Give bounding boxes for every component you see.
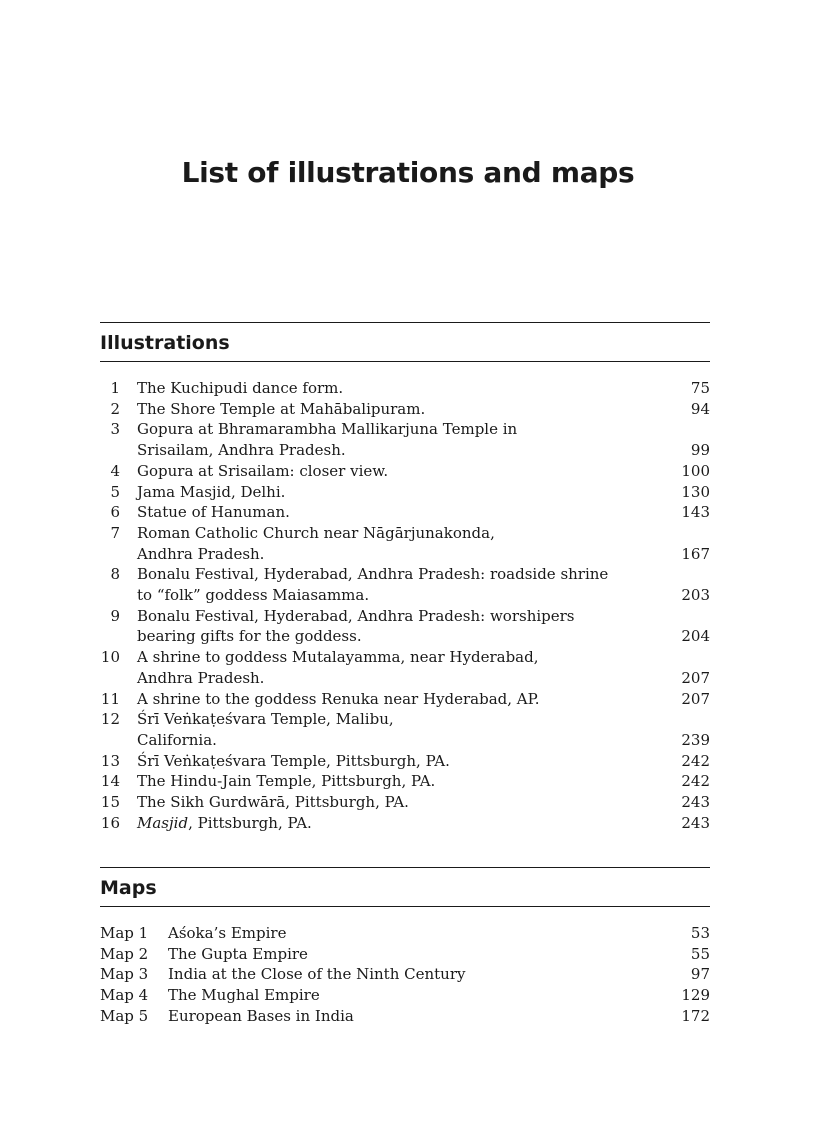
map-page: 129 bbox=[681, 986, 710, 1005]
illustration-page: 75 bbox=[690, 379, 710, 397]
map-item-5 bbox=[100, 1006, 710, 1027]
illustration-caption: The Shore Temple at Mahābalipuram. bbox=[137, 399, 426, 418]
illustration-item-13 bbox=[100, 751, 710, 772]
italic-term: Masjid bbox=[137, 813, 189, 832]
illustration-item-8 bbox=[100, 564, 710, 605]
map-title: The Gupta Empire bbox=[168, 944, 308, 963]
illustration-number: 3 bbox=[110, 420, 120, 439]
illustration-caption: The Sikh Gurdwārā, Pittsburgh, PA. bbox=[137, 793, 409, 812]
illustration-page: 130 bbox=[681, 482, 710, 501]
illustration-caption: Bonalu Festival, Hyderabad, Andhra Pradesh: worshipers bearing gifts for the goddess. bbox=[137, 606, 575, 646]
map-number: Map 5 bbox=[100, 1006, 149, 1025]
illustration-number: 5 bbox=[110, 482, 120, 501]
illustration-number: 16 bbox=[100, 813, 120, 832]
illustration-page: 243 bbox=[681, 793, 710, 812]
map-number: Map 4 bbox=[100, 986, 149, 1005]
map-title: European Bases in India bbox=[168, 1006, 354, 1025]
map-page: 97 bbox=[690, 965, 710, 984]
map-title: Aśoka’s Empire bbox=[168, 924, 287, 942]
illustrations-heading: Illustrations bbox=[100, 323, 710, 362]
map-item-4 bbox=[100, 985, 710, 1006]
illustration-number: 9 bbox=[110, 606, 120, 625]
illustration-caption: Gopura at Srisailam: closer view. bbox=[137, 461, 389, 480]
map-page: 172 bbox=[681, 1006, 710, 1025]
maps-section bbox=[100, 867, 710, 1027]
illustration-page: 207 bbox=[681, 689, 710, 708]
illustration-caption: Gopura at Bhramarambha Mallikarjuna Temple in Srisailam, Andhra Pradesh. bbox=[137, 420, 518, 460]
illustration-caption: Masjid, Pittsburgh, PA. bbox=[137, 813, 312, 832]
map-item-1 bbox=[100, 923, 710, 944]
illustration-item-12 bbox=[100, 709, 710, 750]
illustration-number: 12 bbox=[100, 710, 120, 729]
illustration-caption: Śrī Veṅkaṭeśvara Temple, Malibu, California. bbox=[137, 710, 394, 749]
illustration-caption: Bonalu Festival, Hyderabad, Andhra Pradesh: roadside shrine to “folk” goddess Maiasamma. bbox=[137, 565, 609, 605]
maps-list bbox=[100, 923, 710, 1027]
illustration-number: 10 bbox=[100, 648, 120, 667]
illustration-caption: Śrī Veṅkaṭeśvara Temple, Pittsburgh, PA. bbox=[137, 751, 450, 770]
illustration-item-2 bbox=[100, 399, 710, 420]
map-number: Map 2 bbox=[100, 944, 149, 963]
illustration-caption: Statue of Hanuman. bbox=[137, 503, 290, 522]
map-title: The Mughal Empire bbox=[168, 986, 320, 1005]
illustration-number: 8 bbox=[110, 565, 120, 584]
page-title: List of illustrations and maps bbox=[181, 156, 635, 189]
illustration-item-9 bbox=[100, 606, 710, 647]
map-number: Map 1 bbox=[100, 924, 149, 942]
map-page: 53 bbox=[690, 924, 710, 942]
illustration-page: 203 bbox=[681, 586, 710, 605]
illustration-caption: The Hindu-Jain Temple, Pittsburgh, PA. bbox=[137, 772, 436, 791]
illustration-page: 143 bbox=[681, 503, 710, 522]
illustration-caption: A shrine to the goddess Renuka near Hyderabad, AP. bbox=[137, 689, 540, 708]
map-title: India at the Close of the Ninth Century bbox=[168, 965, 466, 984]
illustration-caption: The Kuchipudi dance form. bbox=[137, 379, 344, 397]
illustration-item-7 bbox=[100, 523, 710, 564]
illustration-item-1 bbox=[100, 378, 710, 399]
map-item-2 bbox=[100, 944, 710, 965]
illustration-caption: A shrine to goddess Mutalayamma, near Hyderabad, Andhra Pradesh. bbox=[137, 648, 539, 687]
illustration-number: 7 bbox=[110, 523, 120, 542]
illustration-caption: Jama Masjid, Delhi. bbox=[137, 482, 286, 501]
illustration-page: 207 bbox=[681, 668, 710, 687]
illustration-number: 6 bbox=[110, 503, 120, 522]
illustrations-list bbox=[100, 378, 710, 833]
map-item-3 bbox=[100, 964, 710, 985]
illustration-number: 2 bbox=[110, 399, 120, 418]
illustration-page: 239 bbox=[681, 730, 710, 749]
illustration-item-15 bbox=[100, 792, 710, 813]
illustration-page: 167 bbox=[681, 544, 710, 563]
illustration-item-10 bbox=[100, 647, 710, 688]
map-number: Map 3 bbox=[100, 965, 149, 984]
illustration-number: 15 bbox=[100, 793, 120, 812]
illustration-number: 11 bbox=[100, 689, 120, 708]
illustration-number: 4 bbox=[110, 461, 120, 480]
illustration-page: 242 bbox=[681, 772, 710, 791]
illustration-page: 243 bbox=[681, 813, 710, 832]
illustration-page: 99 bbox=[690, 441, 710, 460]
illustration-number: 1 bbox=[110, 379, 120, 397]
maps-heading: Maps bbox=[100, 868, 710, 907]
illustration-page: 242 bbox=[681, 751, 710, 770]
illustration-item-6 bbox=[100, 502, 710, 523]
illustration-number: 14 bbox=[100, 772, 120, 791]
illustration-item-5 bbox=[100, 482, 710, 503]
illustration-item-14 bbox=[100, 771, 710, 792]
illustration-item-11 bbox=[100, 689, 710, 710]
illustration-page: 94 bbox=[690, 399, 710, 418]
illustration-page: 100 bbox=[681, 461, 710, 480]
illustrations-section bbox=[100, 322, 710, 833]
illustration-caption: Roman Catholic Church near Nāgārjunakonda, Andhra Pradesh. bbox=[137, 523, 495, 563]
illustration-number: 13 bbox=[100, 751, 120, 770]
illustration-page: 204 bbox=[681, 627, 710, 646]
illustration-item-16 bbox=[100, 813, 710, 834]
illustration-item-3 bbox=[100, 419, 710, 460]
map-page: 55 bbox=[690, 944, 710, 963]
illustration-item-4 bbox=[100, 461, 710, 482]
